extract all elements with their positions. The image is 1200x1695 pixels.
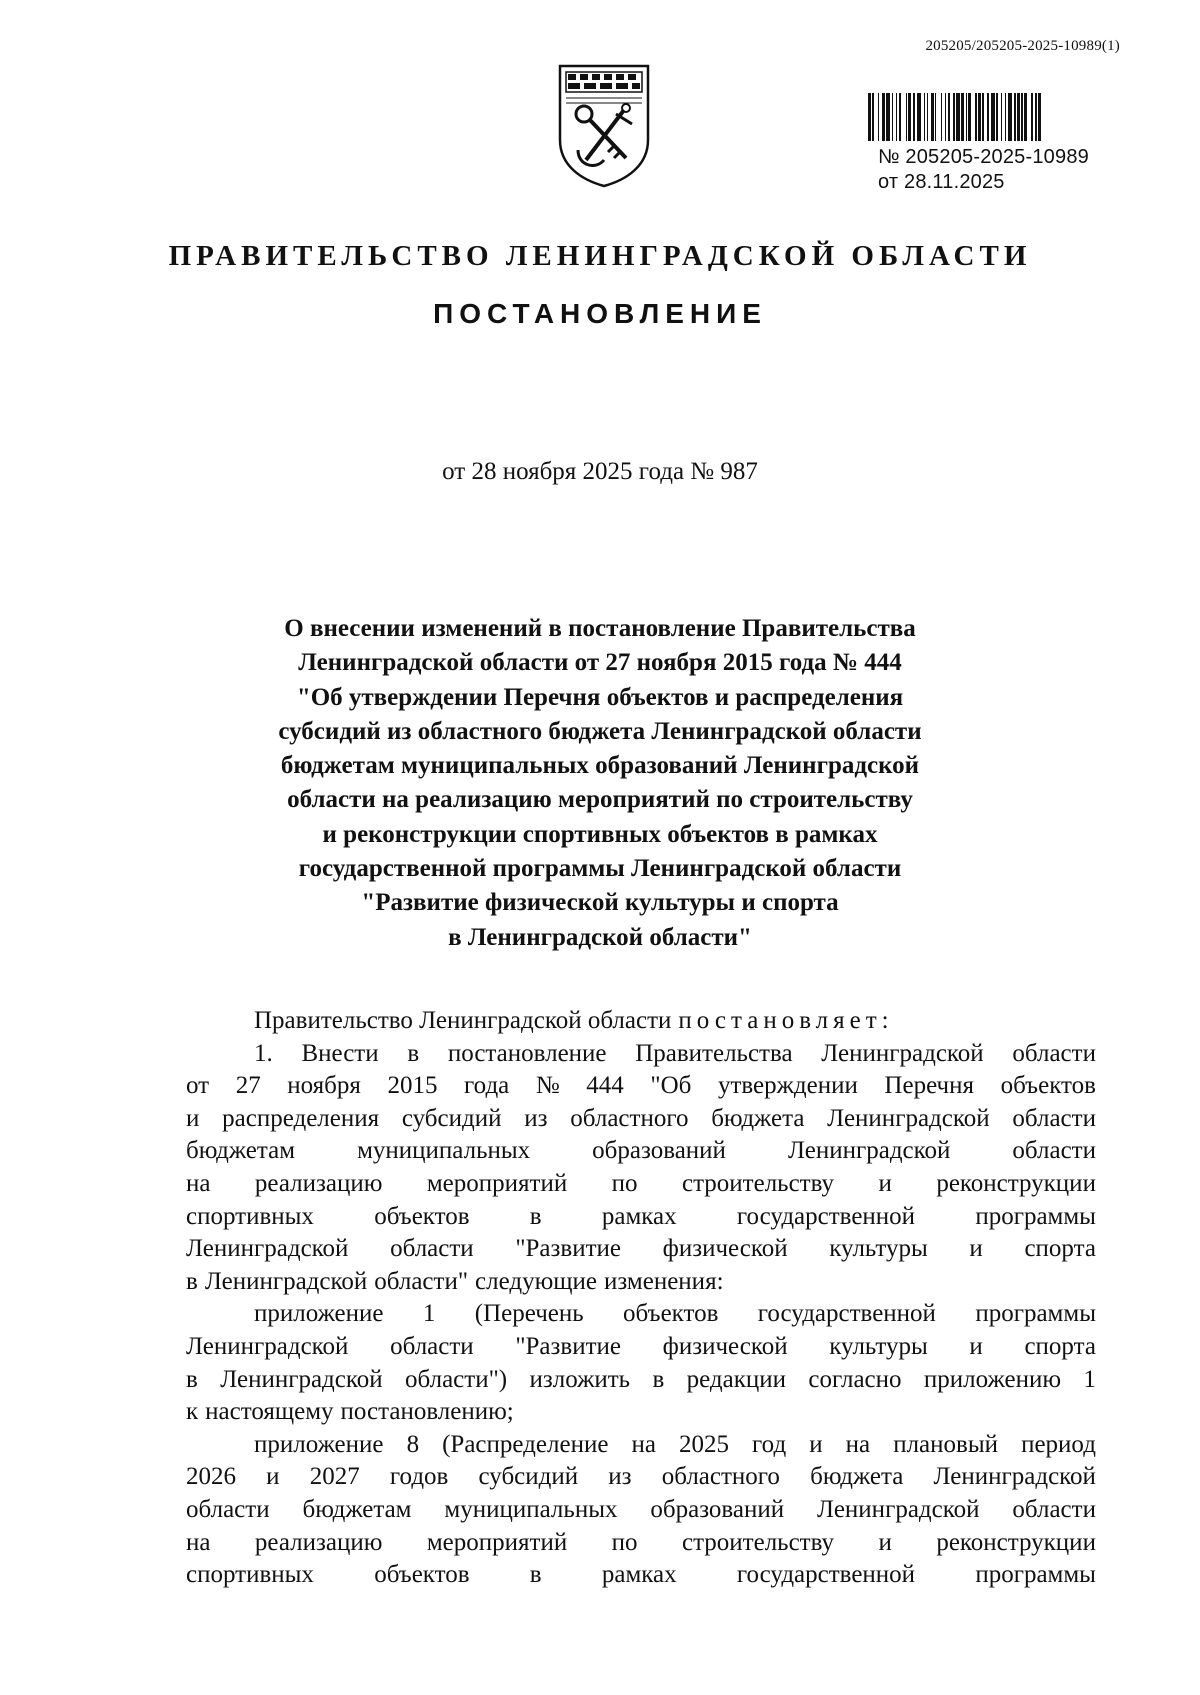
body-word: области" [374, 1267, 469, 1295]
body-word: областного [661, 1463, 780, 1491]
body-word: № [535, 1072, 560, 1100]
body-word: реконструкции [936, 1528, 1096, 1556]
body-word: объектов [374, 1202, 470, 1230]
body-word: из [608, 1463, 632, 1491]
body-word: постановлению; [340, 1398, 514, 1426]
body-line [186, 1331, 1096, 1364]
body-word: период [1021, 1430, 1096, 1458]
body-word: Ленинградской [821, 1039, 984, 1067]
body-line [186, 1527, 1096, 1560]
body-word: области [390, 1235, 474, 1263]
body-word: области [1012, 1039, 1096, 1067]
body-word: Ленинградской [186, 1332, 349, 1360]
body-word: и [186, 1104, 200, 1132]
body-word: настоящему [205, 1398, 334, 1426]
body-word: Ленинградской [827, 1104, 990, 1132]
body-word: 27 [235, 1072, 261, 1100]
body-word: 2026 [186, 1463, 236, 1491]
body-word: Ленинградской [204, 1267, 368, 1295]
body-word: ноября [287, 1072, 361, 1100]
body-word: годов [389, 1463, 449, 1491]
heading-line: Ленинградской области от 27 ноября 2015 года № 444 [298, 649, 902, 677]
body-word: спортивных [186, 1561, 314, 1589]
body-word: области [1012, 1104, 1096, 1132]
body-word: 1 [1083, 1365, 1096, 1393]
body-word: строительству [681, 1528, 835, 1556]
body-word: следующие [475, 1267, 598, 1295]
heading-line: "Об утверждении Перечня объектов и распределения [296, 683, 904, 711]
body-word: на [186, 1169, 211, 1197]
government-title: ПРАВИТЕЛЬСТВО ЛЕНИНГРАДСКОЙ ОБЛАСТИ [168, 240, 1032, 272]
body-word: бюджетам [302, 1495, 412, 1523]
body-word: области") [405, 1365, 508, 1393]
body-word: и [969, 1332, 983, 1360]
body-line [186, 1168, 1096, 1201]
body-word: 8 [406, 1430, 420, 1458]
heading-line: и реконструкции спортивных объектов в рамках [322, 820, 878, 848]
body-word: области [1012, 1137, 1096, 1165]
body-word: Правительства [635, 1039, 793, 1067]
preamble-verb: постановляет: [678, 1007, 894, 1034]
body-word: из [524, 1104, 548, 1132]
body-word: 1. [254, 1039, 273, 1067]
body-word: и [969, 1235, 983, 1263]
body-word: Перечня [884, 1072, 974, 1100]
body-word: реконструкции [936, 1169, 1096, 1197]
body-word: 2027 [309, 1463, 360, 1491]
heading-line: в Ленинградской области" [448, 923, 752, 951]
body-word: "Развитие [515, 1332, 621, 1360]
body-word: программы [975, 1202, 1096, 1230]
body-line [186, 1038, 1096, 1071]
preamble-text: Правительство Ленинградской области [254, 1007, 672, 1034]
registration-number: № 205205-2025-10989 [878, 146, 1089, 168]
body-word: области [186, 1495, 270, 1523]
body-word: строительству [681, 1169, 835, 1197]
body-word: реализацию [254, 1169, 383, 1197]
body-word: Ленинградской [220, 1365, 383, 1393]
body-word: рамках [601, 1561, 677, 1589]
body-word: реализацию [254, 1528, 383, 1556]
body-word: мероприятий [426, 1528, 568, 1556]
body-word: по [611, 1528, 638, 1556]
body-word: спорта [1024, 1235, 1096, 1263]
body-line [186, 1429, 1096, 1462]
body-word: изменения: [604, 1267, 724, 1295]
body-word: Внести [301, 1039, 379, 1067]
document-type: ПОСТАНОВЛЕНИЕ [433, 298, 767, 329]
body-word: год [752, 1430, 787, 1458]
heading-line: "Развитие физической культуры и спорта [361, 889, 839, 917]
body-word: спортивных [186, 1202, 314, 1230]
document-date-number: от 28 ноября 2025 года № 987 [442, 458, 758, 485]
body-line [186, 1396, 1096, 1429]
body-word: на [186, 1528, 211, 1556]
body-word: 444 [586, 1072, 624, 1100]
body-word: бюджета [711, 1104, 805, 1132]
body-word: бюджетам [186, 1137, 296, 1165]
body-line [186, 1135, 1096, 1168]
body-word: по [611, 1169, 638, 1197]
body-word: в [529, 1202, 542, 1230]
body-line [186, 1233, 1096, 1266]
body-word: областного [570, 1104, 689, 1132]
body-word: постановление [447, 1039, 607, 1067]
registration-date: от 28.11.2025 [878, 171, 1005, 193]
document-code: 205205/205205-2025-10989(1) [925, 38, 1120, 54]
body-word: и [878, 1169, 892, 1197]
document-body [186, 1005, 1096, 1592]
body-word: и [266, 1463, 280, 1491]
body-word: области [390, 1332, 474, 1360]
body-line [186, 1103, 1096, 1136]
body-word: к [186, 1398, 199, 1426]
body-word: образований [650, 1495, 785, 1523]
body-word: в [407, 1039, 420, 1067]
body-word: государственной [736, 1202, 916, 1230]
body-word: Ленинградской [933, 1463, 1096, 1491]
body-line [186, 1266, 1096, 1299]
heading-line: государственной программы Ленинградской области [298, 855, 902, 883]
body-word: муниципальных [357, 1137, 531, 1165]
coat-of-arms-emblem [556, 62, 652, 188]
body-line [186, 1201, 1096, 1234]
body-word: объектов [623, 1300, 719, 1328]
body-line [186, 1364, 1096, 1397]
body-word: приложению [923, 1365, 1062, 1393]
body-word: Ленинградской [186, 1235, 349, 1263]
body-word: в [529, 1561, 542, 1589]
body-word: 1 [422, 1300, 436, 1328]
body-word: субсидий [401, 1104, 502, 1132]
body-word: 2025 [679, 1430, 729, 1458]
body-word: приложение [254, 1430, 384, 1458]
body-word: и [878, 1528, 892, 1556]
body-word: утверждении [717, 1072, 858, 1100]
body-word: "Об [650, 1072, 692, 1100]
body-word: "Развитие [515, 1235, 621, 1263]
body-word: образований [592, 1137, 726, 1165]
body-word: на [845, 1430, 871, 1458]
body-word: физической [662, 1332, 788, 1360]
body-word: 2015 [387, 1072, 438, 1100]
body-line [186, 1070, 1096, 1103]
body-word: бюджета [810, 1463, 904, 1491]
body-word: муниципальных [444, 1495, 618, 1523]
body-word: государственной [736, 1561, 916, 1589]
body-word: программы [975, 1561, 1096, 1589]
body-line [186, 1298, 1096, 1331]
body-word: в [186, 1365, 198, 1393]
body-line [186, 1494, 1096, 1527]
body-word: изложить [529, 1365, 631, 1393]
body-word: в [652, 1365, 665, 1393]
body-word: субсидий [478, 1463, 579, 1491]
body-word: Ленинградской [817, 1495, 980, 1523]
body-word: и [809, 1430, 823, 1458]
body-word: Ленинградской [787, 1137, 951, 1165]
body-word: в [186, 1267, 198, 1295]
body-word: спорта [1024, 1332, 1096, 1360]
body-word: объектов [1000, 1072, 1096, 1100]
body-word: распределения [222, 1104, 380, 1132]
body-line [186, 1559, 1096, 1592]
body-word: года [464, 1072, 510, 1100]
body-word: редакции [686, 1365, 787, 1393]
body-word: объектов [374, 1561, 470, 1589]
body-word: на [631, 1430, 656, 1458]
body-line [186, 1461, 1096, 1494]
body-word: области [1012, 1495, 1096, 1523]
heading-line: области на реализацию мероприятий по строительству [287, 786, 913, 814]
body-word: мероприятий [426, 1169, 568, 1197]
body-word: (Распределение [442, 1430, 609, 1458]
body-word: рамках [601, 1202, 677, 1230]
body-word: приложение [254, 1300, 384, 1328]
body-word: культуры [829, 1332, 928, 1360]
body-word: от [186, 1072, 210, 1100]
body-word: согласно [808, 1365, 902, 1393]
body-word: (Перечень [474, 1300, 584, 1328]
body-word: государственной [757, 1300, 936, 1328]
preamble-line [186, 1005, 1096, 1038]
heading-line: бюджетам муниципальных образований Ленинградской [280, 752, 920, 780]
heading-line: субсидий из областного бюджета Ленинградской области [278, 717, 922, 745]
document-heading [200, 612, 1000, 955]
body-word: культуры [829, 1235, 928, 1263]
heading-line: О внесении изменений в постановление Правительства [284, 615, 916, 642]
barcode [868, 93, 1124, 141]
body-word: плановый [893, 1430, 999, 1458]
body-word: программы [975, 1300, 1096, 1328]
body-word: физической [662, 1235, 788, 1263]
